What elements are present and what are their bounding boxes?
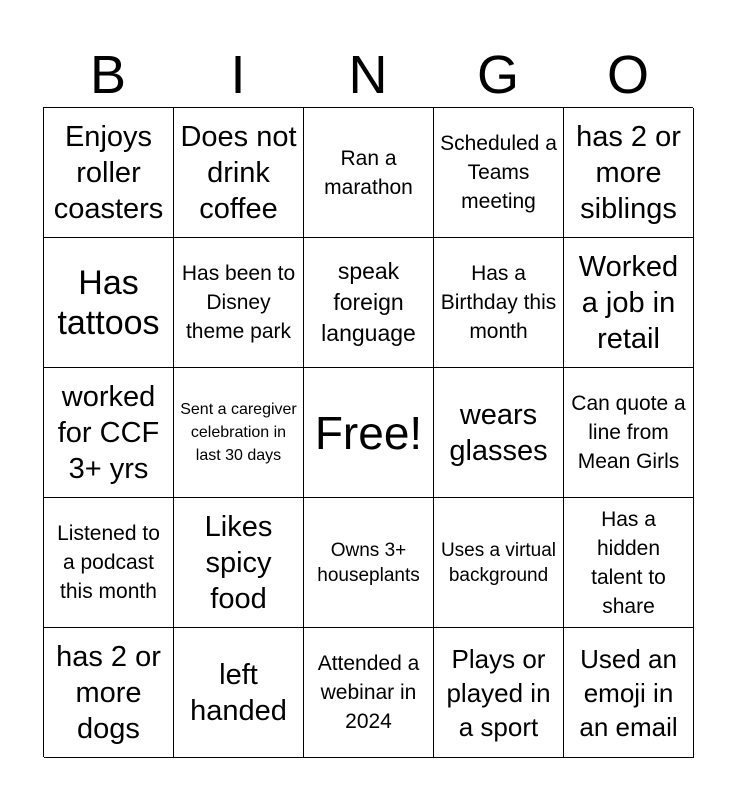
bingo-cell-r2-c5[interactable]: [564, 238, 694, 368]
bingo-cell-r1-c3[interactable]: [304, 108, 434, 238]
cell-text: Enjoys roller coasters: [53, 120, 164, 225]
header-letter-n: N: [348, 45, 388, 105]
bingo-cell-r4-c2[interactable]: [174, 498, 304, 628]
cell-text: Listened to a podcast this month: [57, 522, 160, 603]
bingo-cell-r3-c2[interactable]: [174, 368, 304, 498]
bingo-cell-r5-c3[interactable]: [304, 628, 434, 758]
cell-text: has 2 or more dogs: [56, 640, 161, 745]
header-letter-b: B: [89, 45, 127, 105]
cell-text: wears glasses: [449, 398, 548, 467]
cell-text: Scheduled a Teams meeting: [440, 132, 557, 213]
cell-text: Worked a job in retail: [578, 250, 679, 355]
bingo-cell-r1-c4[interactable]: [434, 108, 564, 238]
cell-text: Has a hidden talent to share: [591, 507, 666, 618]
header-letter-g: G: [476, 45, 519, 105]
cell-text: Does not drink coffee: [180, 120, 297, 225]
cell-text-free: Free!: [314, 406, 423, 459]
bingo-cell-r4-c4[interactable]: [434, 498, 564, 628]
bingo-cell-r5-c2[interactable]: [174, 628, 304, 758]
bingo-cell-r5-c5[interactable]: [564, 628, 694, 758]
bingo-cell-r2-c4[interactable]: [434, 238, 564, 368]
bingo-cell-r3-c3[interactable]: [304, 368, 434, 498]
cell-text: speak foreign language: [321, 258, 416, 346]
bingo-cell-r5-c1[interactable]: [44, 628, 174, 758]
cell-text: Ran a marathon: [324, 146, 413, 199]
cell-text: Can quote a line from Mean Girls: [571, 392, 686, 473]
cell-text: left handed: [190, 658, 287, 727]
cell-text: has 2 or more siblings: [576, 120, 681, 225]
bingo-header: [43, 44, 693, 106]
cell-text: Uses a virtual background: [440, 539, 557, 586]
bingo-cell-r3-c5[interactable]: [564, 368, 694, 498]
bingo-cell-r1-c2[interactable]: [174, 108, 304, 238]
header-letter-o: O: [606, 45, 649, 105]
header-letter-i: I: [230, 45, 246, 105]
bingo-cell-r3-c1[interactable]: [44, 368, 174, 498]
bingo-cell-r1-c5[interactable]: [564, 108, 694, 238]
bingo-cell-r5-c4[interactable]: [434, 628, 564, 758]
cell-text: Likes spicy food: [204, 510, 273, 615]
bingo-cell-r3-c4[interactable]: [434, 368, 564, 498]
bingo-cell-r4-c1[interactable]: [44, 498, 174, 628]
cell-text: Used an emoji in an email: [579, 643, 678, 742]
bingo-grid: [43, 107, 693, 757]
bingo-cell-r4-c5[interactable]: [564, 498, 694, 628]
cell-text: Has tattoos: [57, 263, 160, 342]
bingo-cell-r2-c2[interactable]: [174, 238, 304, 368]
cell-text: Attended a webinar in 2024: [317, 652, 420, 733]
cell-text: Has a Birthday this month: [440, 262, 557, 343]
cell-text: Sent a caregiver celebration in last 30 days: [180, 401, 297, 464]
bingo-cell-r1-c1[interactable]: [44, 108, 174, 238]
bingo-cell-r4-c3[interactable]: [304, 498, 434, 628]
bingo-cell-r2-c3[interactable]: [304, 238, 434, 368]
cell-text: Plays or played in a sport: [446, 643, 551, 742]
cell-text: Has been to Disney theme park: [181, 262, 296, 343]
cell-text: worked for CCF 3+ yrs: [57, 380, 160, 485]
bingo-cell-r2-c1[interactable]: [44, 238, 174, 368]
cell-text: Owns 3+ houseplants: [317, 539, 420, 586]
